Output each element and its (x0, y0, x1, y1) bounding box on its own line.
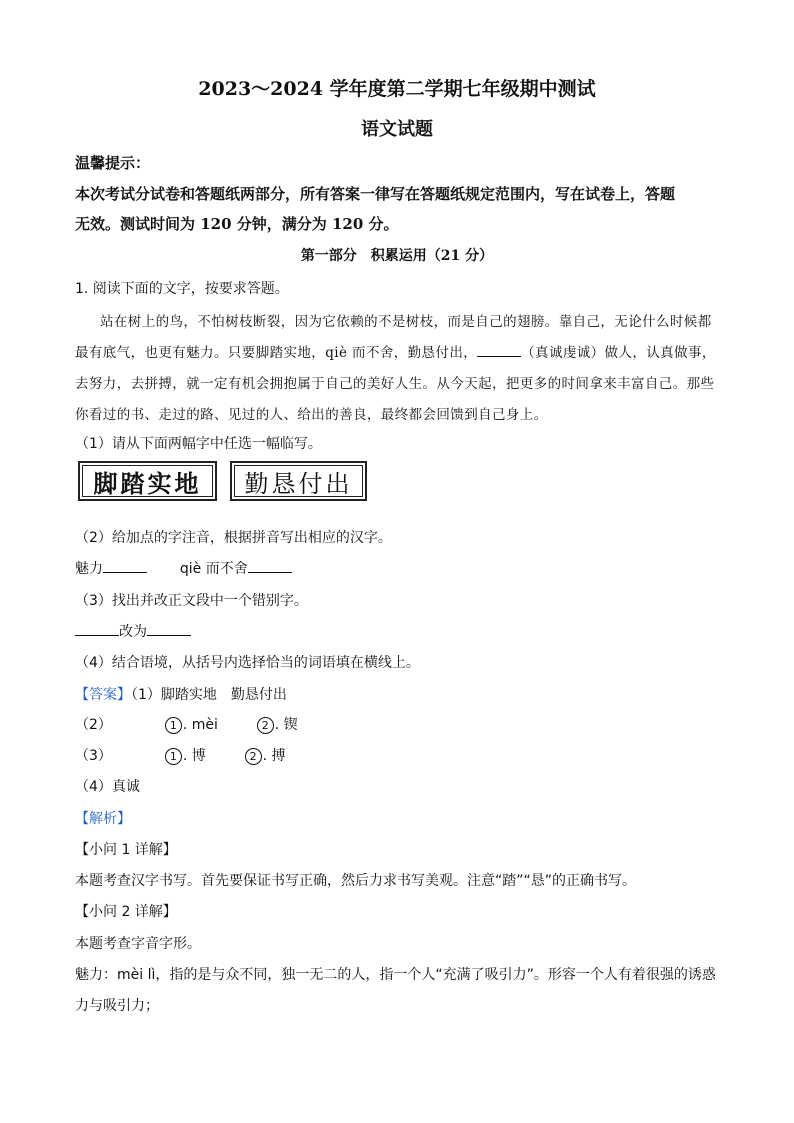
detail-2-line-2: 力与吸引力； (75, 998, 159, 1014)
change-to-label: 改为 (119, 624, 147, 640)
answer-tag: 【答案】 (75, 687, 131, 703)
sub-question-2: （2）给加点的字注音，根据拼音写出相应的汉字。 (75, 530, 392, 546)
circled-number-1: 1 (165, 717, 182, 734)
answer-line-3 (75, 745, 286, 765)
answer-line-2 (75, 714, 298, 734)
exam-subtitle: 语文试题 (361, 119, 433, 140)
sub-question-2-items (75, 558, 292, 578)
correct-char-blank (147, 623, 191, 636)
detail-2-heading: 【小问 2 详解】 (75, 904, 177, 920)
detail-1-heading: 【小问 1 详解】 (75, 842, 177, 858)
passage-line-3: 去努力，去拼搏，就一定有机会拥抱属于自己的美好人生。从今天起，把更多的时间拿来丰富自己。那些 (75, 376, 715, 392)
answer-2-label: （2） (75, 717, 112, 733)
notice-line-2: 无效。测试时间为 120 分钟，满分为 120 分。 (75, 215, 399, 233)
notice-line-1: 本次考试分试卷和答题纸两部分，所有答案一律写在答题纸规定范围内，写在试卷上，答题 (75, 185, 676, 203)
answer-3b: . 搏 (262, 748, 286, 764)
answer-2a: . mèi (182, 717, 218, 733)
answer-3-label: （3） (75, 748, 112, 764)
passage-line-2-end: （真诚虔诚）做人，认真做事， (521, 345, 716, 361)
item-b-blank (248, 560, 292, 573)
calligraphy-box-2 (230, 461, 367, 501)
sub-question-1: （1）请从下面两幅字中任选一幅临写。 (75, 436, 322, 452)
item-a-blank (103, 560, 147, 573)
sub-question-3-blanks (75, 621, 191, 641)
passage-line-1: 站在树上的鸟，不怕树枝断裂，因为它依赖的不是树枝，而是自己的翅膀。靠自己，无论什么时候都 (100, 314, 712, 330)
item-b-label: qiè 而不舍 (179, 561, 248, 577)
answer-line-4: （4）真诚 (75, 779, 140, 795)
detail-2-line-1: 魅力：mèi lì，指的是与众不同，独一无二的人，指一个人“充满了吸引力”。形容一个人有着很强的诱惑 (75, 967, 716, 983)
item-a-label: 魅力 (75, 561, 103, 577)
circled-number-1: 1 (165, 748, 182, 765)
sub-question-4: （4）结合语境，从括号内选择恰当的词语填在横线上。 (75, 655, 420, 671)
notice-heading: 温馨提示： (75, 154, 151, 172)
sub-question-3: （3）找出并改正文段中一个错别字。 (75, 593, 308, 609)
blank-underline (477, 344, 521, 357)
circled-number-2: 2 (245, 748, 262, 765)
answer-2b: . 锲 (274, 717, 298, 733)
detail-1-text: 本题考查汉字书写。首先要保证书写正确，然后力求书写美观。注意“踏”“恳”的正确书写。 (75, 873, 637, 889)
analysis-tag: 【解析】 (75, 811, 131, 827)
detail-2-text: 本题考查字音字形。 (75, 936, 201, 952)
passage-line-2-start: 最有底气，也更有魅力。只要脚踏实地，qiè 而不舍，勤恳付出， (75, 345, 478, 361)
passage-line-2 (75, 341, 716, 361)
answer-3a: . 博 (182, 748, 206, 764)
wrong-char-blank (75, 623, 119, 636)
circled-number-2: 2 (257, 717, 274, 734)
exam-title: 2023～2024 学年度第二学期七年级期中测试 (198, 78, 596, 100)
answer-1-text: （1）脚踏实地 勤恳付出 (131, 687, 287, 703)
question-1-prompt: 1. 阅读下面的文字，按要求答题。 (75, 281, 289, 297)
section-title: 第一部分 积累运用（21 分） (300, 248, 494, 264)
calligraphy-text-1: 脚踏实地 (82, 465, 213, 497)
passage-line-4: 你看过的书、走过的路、见过的人、给出的善良，最终都会回馈到自己身上。 (75, 407, 548, 423)
answer-line-1 (75, 684, 287, 704)
calligraphy-text-2: 勤恳付出 (234, 465, 363, 497)
calligraphy-box-1 (78, 461, 217, 501)
